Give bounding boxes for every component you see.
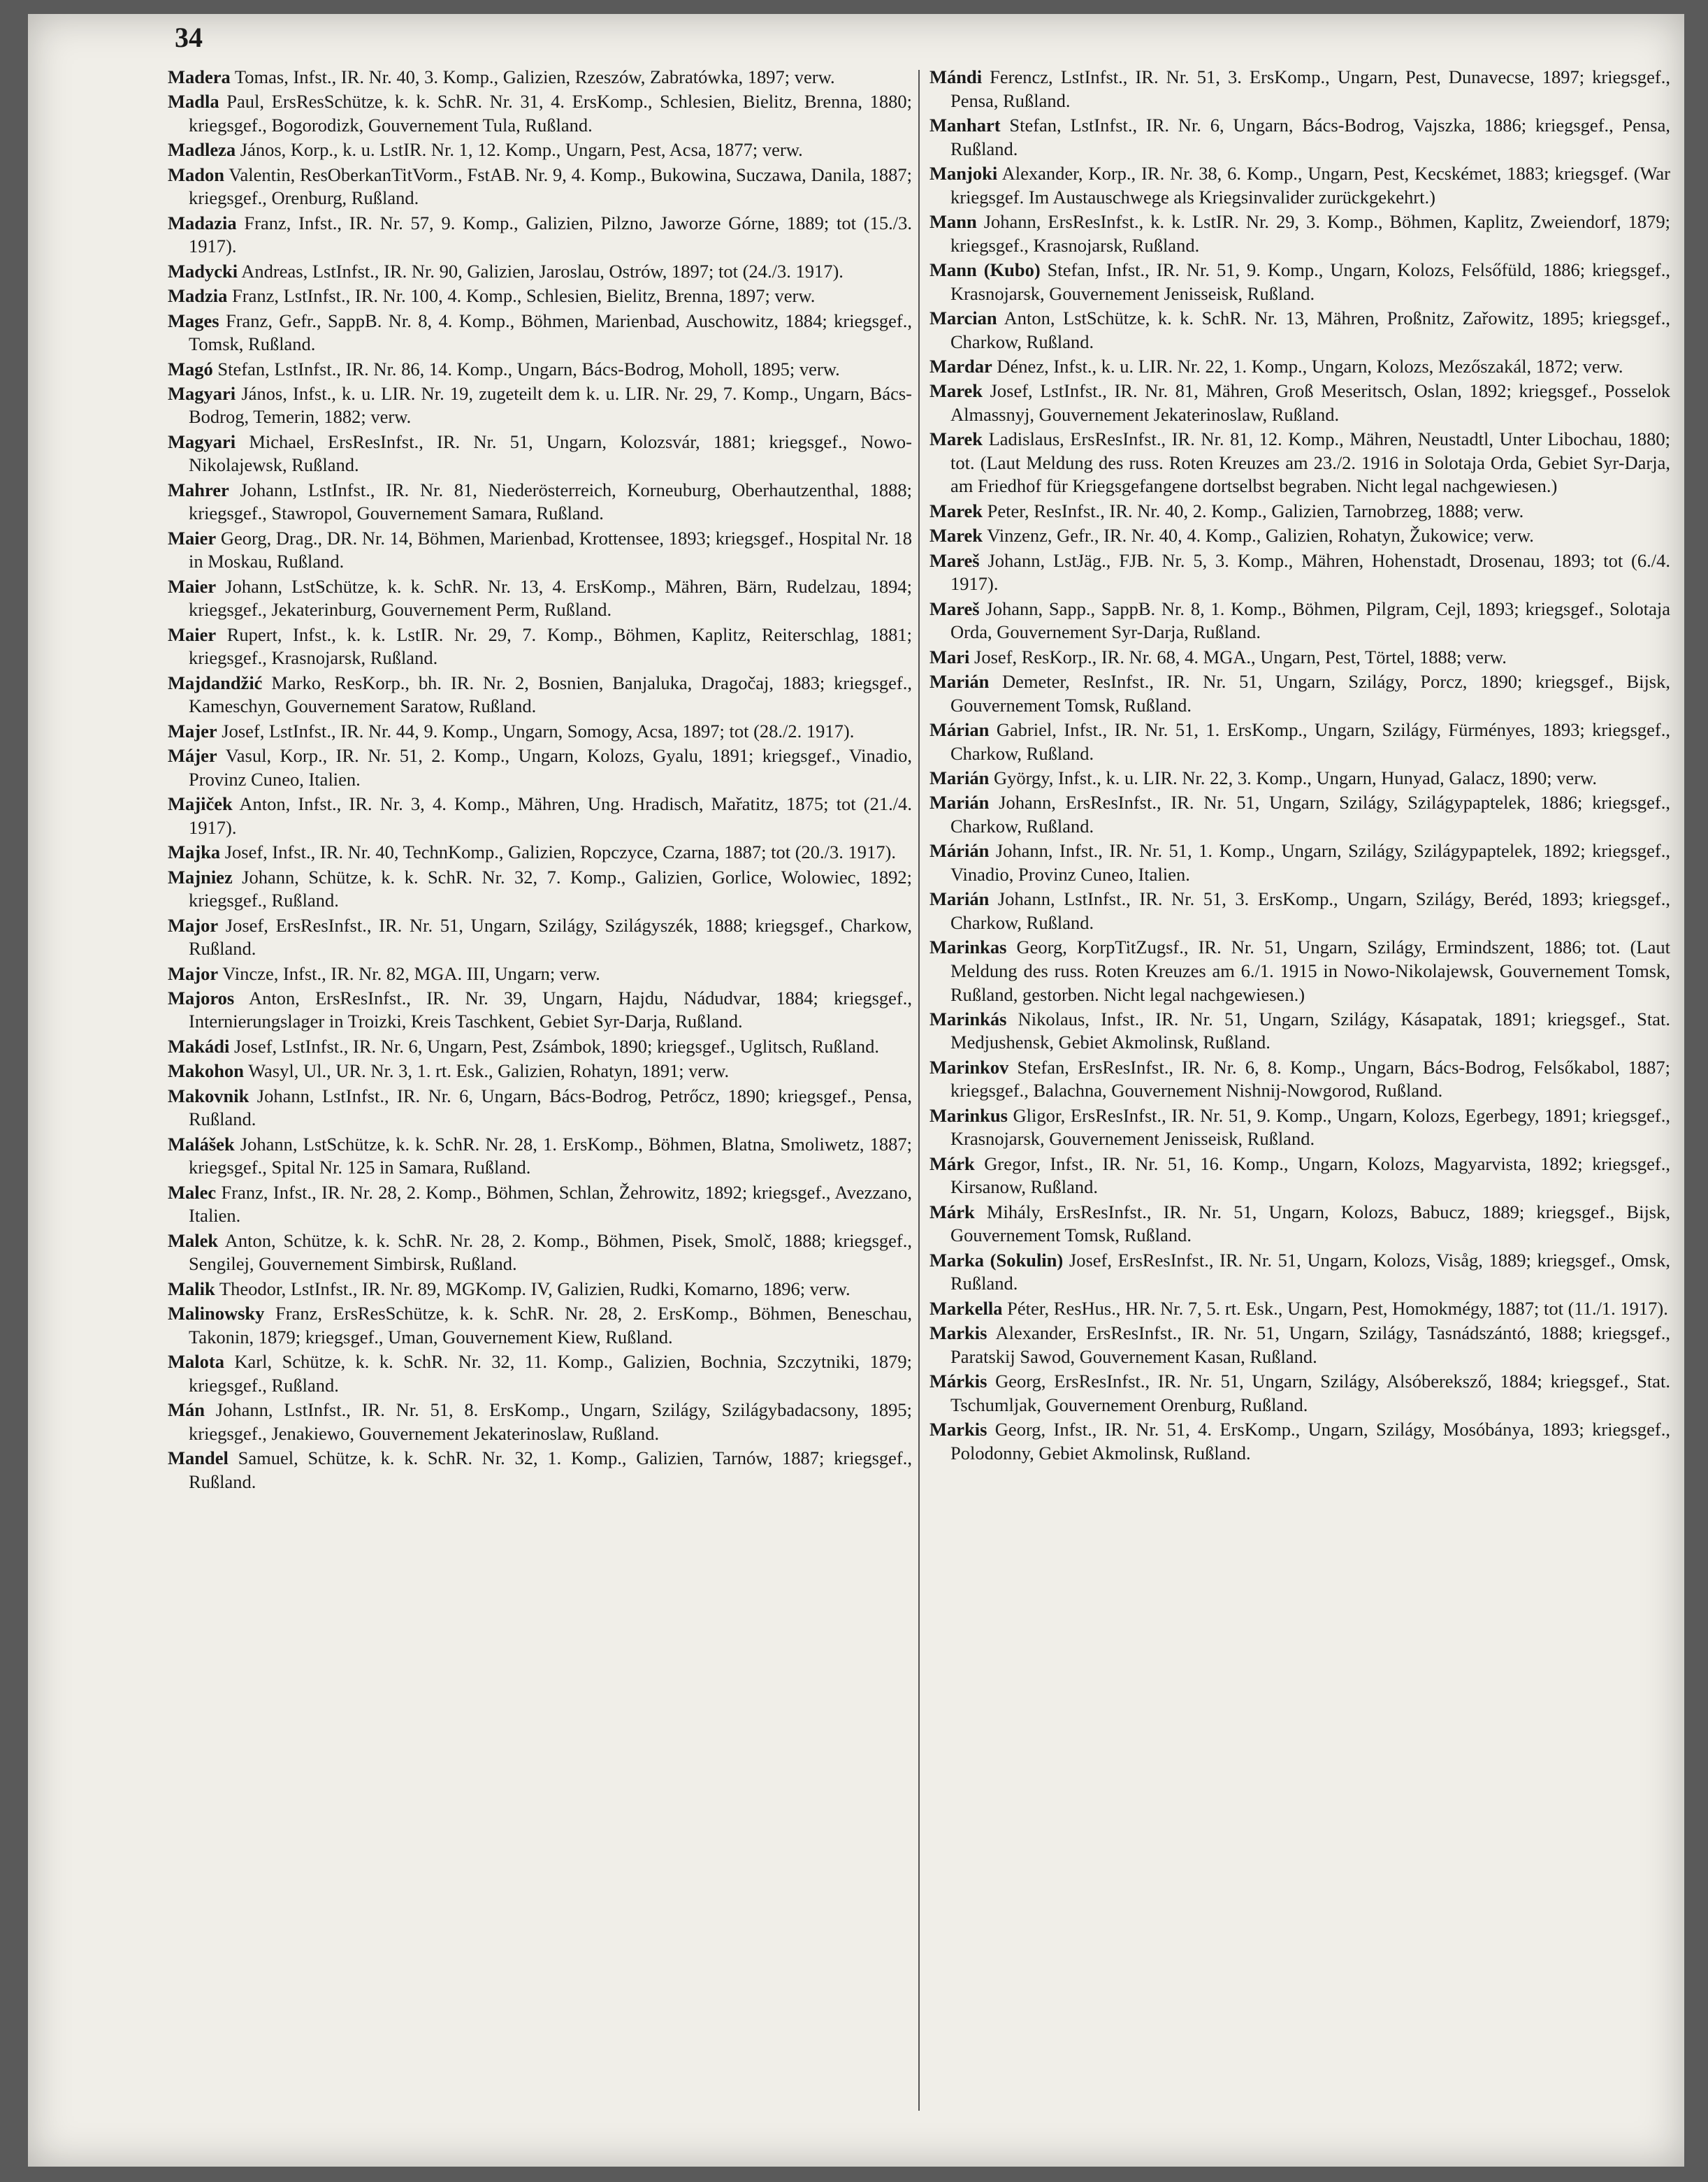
register-entry xyxy=(168,1060,912,1083)
entry-details: Marko, ResKorp., bh. IR. Nr. 2, Bosnien, Banjaluka, Dragočaj, 1883; kriegsgef., Kameschyn, Gouvernement Saratow, Rußland. xyxy=(189,672,912,717)
entry-surname: Maier xyxy=(168,575,217,597)
register-entry xyxy=(929,307,1670,354)
entry-details: Stefan, ErsResInfst., IR. Nr. 6, 8. Komp., Ungarn, Bács-Bodrog, Felsőkabol, 1887; kriegsgef., Balachna, Gouvernement Nishnij-Nowgorod, Rußland. xyxy=(950,1056,1670,1101)
entry-surname: Makohon xyxy=(168,1060,244,1082)
register-entry xyxy=(168,1350,912,1397)
entry-surname: Májer xyxy=(168,745,217,767)
entry-details: Alexander, Korp., IR. Nr. 38, 6. Komp., Ungarn, Pest, Kecskémet, 1883; kriegsgef. (War kriegsgef. Im Austauschwege als Kriegsinvalider zurückgekehrt.) xyxy=(950,162,1670,208)
entry-surname: Márk xyxy=(929,1201,975,1222)
entry-details: Mihály, ErsResInfst., IR. Nr. 51, Ungarn, Kolozs, Babucz, 1889; kriegsgef., Bijsk, Gouvernement Tomsk, Rußland. xyxy=(950,1201,1670,1246)
entry-surname: Mareš xyxy=(929,598,980,619)
entry-details: János, Infst., k. u. LIR. Nr. 19, zugeteilt dem k. u. LIR. Nr. 29, 7. Komp., Ungarn, Bács-Bodrog, Temerin, 1882; verw. xyxy=(189,382,912,428)
entry-details: Valentin, ResOberkanTitVorm., FstAB. Nr. 9, 4. Komp., Bukowina, Suczawa, Danila, 1887; kriegsgef., Orenburg, Rußland. xyxy=(189,164,912,209)
entry-surname: Mareš xyxy=(929,549,980,571)
register-entry xyxy=(929,598,1670,644)
entry-details: Johann, LstInfst., IR. Nr. 51, 3. ErsKomp., Ungarn, Szilágy, Beréd, 1893; kriegsgef., Charkow, Rußland. xyxy=(950,888,1670,933)
entry-details: Peter, ResInfst., IR. Nr. 40, 2. Komp., Galizien, Tarnobrzeg, 1888; verw. xyxy=(983,500,1524,521)
entry-details: Josef, LstInfst., IR. Nr. 81, Mähren, Groß Meseritsch, Oslan, 1892; kriegsgef., Posselok Almassnyj, Gouvernement Jekaterinoslaw, Rußland. xyxy=(950,380,1670,425)
entry-surname: Markis xyxy=(929,1419,987,1440)
entry-surname: Major xyxy=(168,962,219,984)
entry-details: Andreas, LstInfst., IR. Nr. 90, Galizien, Jaroslau, Ostrów, 1897; tot (24./3. 1917). xyxy=(238,260,844,282)
entry-details: Johann, Infst., IR. Nr. 51, 1. Komp., Ungarn, Szilágy, Szilágypaptelek, 1892; kriegsgef., Vinadio, Provinz Cuneo, Italien. xyxy=(950,840,1670,885)
entry-details: Johann, ErsResInfst., k. k. LstIR. Nr. 29, 3. Komp., Böhmen, Kaplitz, Zweiendorf, 1879; kriegsgef., Krasnojarsk, Rußland. xyxy=(950,210,1670,256)
entry-surname: Malota xyxy=(168,1350,224,1372)
register-entry xyxy=(929,428,1670,498)
column-divider xyxy=(918,70,920,2111)
register-entry xyxy=(168,1399,912,1445)
entry-surname: Madon xyxy=(168,164,224,185)
entry-surname: Mahrer xyxy=(168,479,229,500)
entry-details: Johann, Sapp., SappB. Nr. 8, 1. Komp., Böhmen, Pilgram, Cejl, 1893; kriegsgef., Solotaja Orda, Gouvernement Syr-Darja, Rußland. xyxy=(950,598,1670,643)
register-entry xyxy=(168,720,912,744)
register-entry xyxy=(168,527,912,574)
entry-surname: Madera xyxy=(168,66,231,87)
register-entry xyxy=(168,623,912,670)
register-entry xyxy=(929,1008,1670,1055)
entry-surname: Márk xyxy=(929,1153,975,1174)
register-entry xyxy=(168,310,912,356)
entry-surname: Markella xyxy=(929,1297,1003,1319)
entry-details: Anton, Schütze, k. k. SchR. Nr. 28, 2. Komp., Böhmen, Pisek, Smolč, 1888; kriegsgef., Sengilej, Gouvernement Simbirsk, Rußland. xyxy=(189,1229,912,1275)
entry-surname: Marka (Sokulin) xyxy=(929,1249,1064,1271)
page-number: 34 xyxy=(175,22,203,53)
register-entry xyxy=(929,259,1670,305)
entry-details: Gregor, Infst., IR. Nr. 51, 16. Komp., Ungarn, Kolozs, Magyarvista, 1892; kriegsgef., Kirsanow, Rußland. xyxy=(950,1153,1670,1198)
entry-surname: Mages xyxy=(168,310,219,331)
entry-surname: Malik xyxy=(168,1278,215,1299)
register-entry xyxy=(168,575,912,622)
entry-surname: Mari xyxy=(929,646,970,667)
entry-details: Gligor, ErsResInfst., IR. Nr. 51, 9. Komp., Ungarn, Kolozs, Egerbegy, 1891; kriegsgef., Krasnojarsk, Gouvernement Jenisseisk, Rußland. xyxy=(950,1104,1670,1150)
entry-details: Theodor, LstInfst., IR. Nr. 89, MGKomp. IV, Galizien, Rudki, Komarno, 1896; verw. xyxy=(215,1278,851,1299)
entry-surname: Marek xyxy=(929,500,983,521)
entry-surname: Magyari xyxy=(168,431,236,452)
register-entry xyxy=(929,1370,1670,1417)
register-entry xyxy=(929,936,1670,1006)
entry-details: Michael, ErsResInfst., IR. Nr. 51, Ungarn, Kolozsvár, 1881; kriegsgef., Nowo-Nikolajewsk, Rußland. xyxy=(189,431,912,476)
register-entry xyxy=(168,66,912,89)
register-entry xyxy=(168,793,912,839)
register-entry xyxy=(168,866,912,913)
entry-details: Stefan, Infst., IR. Nr. 51, 9. Komp., Ungarn, Kolozs, Felsőfüld, 1886; kriegsgef., Krasnojarsk, Gouvernement Jenisseisk, Rußland. xyxy=(950,259,1670,304)
register-entry xyxy=(168,138,912,162)
register-entry xyxy=(929,1297,1670,1321)
entry-details: Demeter, ResInfst., IR. Nr. 51, Ungarn, Szilágy, Porcz, 1890; kriegsgef., Bijsk, Gouvernement Tomsk, Rußland. xyxy=(950,671,1670,716)
entry-surname: Mardar xyxy=(929,355,992,377)
entry-surname: Mann xyxy=(929,210,977,232)
entry-details: Vincze, Infst., IR. Nr. 82, MGA. III, Ungarn; verw. xyxy=(218,962,600,984)
entry-surname: Marcian xyxy=(929,307,997,328)
register-entry xyxy=(929,718,1670,765)
entry-surname: Makovnik xyxy=(168,1085,249,1106)
entry-surname: Marinkas xyxy=(929,937,1007,958)
entry-surname: Majka xyxy=(168,841,221,863)
entry-surname: Marinkov xyxy=(929,1056,1009,1078)
register-entry xyxy=(929,210,1670,257)
register-entry xyxy=(168,1302,912,1349)
entry-surname: Markis xyxy=(929,1322,987,1344)
entry-details: Johann, ErsResInfst., IR. Nr. 51, Ungarn, Szilágy, Szilágypaptelek, 1886; kriegsgef., Charkow, Rußland. xyxy=(950,792,1670,837)
entry-details: Vinzenz, Gefr., IR. Nr. 40, 4. Komp., Galizien, Rohatyn, Žukowice; verw. xyxy=(983,525,1534,547)
entry-details: Anton, ErsResInfst., IR. Nr. 39, Ungarn, Hajdu, Nádudvar, 1884; kriegsgef., Internierungslager in Troizki, Kreis Taschkent, Gebiet Syr-Darja, Rußland. xyxy=(189,987,912,1032)
register-entry xyxy=(929,670,1670,717)
register-entry xyxy=(929,1322,1670,1368)
entry-details: Johann, LstSchütze, k. k. SchR. Nr. 28, 1. ErsKomp., Böhmen, Blatna, Smoliwetz, 1887; kriegsgef., Spital Nr. 125 in Samara, Rußland. xyxy=(189,1133,912,1178)
register-entry xyxy=(168,479,912,526)
entry-surname: Malinowsky xyxy=(168,1302,265,1324)
register-entry xyxy=(929,500,1670,523)
entry-details: Franz, Infst., IR. Nr. 28, 2. Komp., Böhmen, Schlan, Žehrowitz, 1892; kriegsgef., Avezzano, Italien. xyxy=(189,1181,912,1227)
entry-surname: Madazia xyxy=(168,212,237,233)
entry-details: Josef, LstInfst., IR. Nr. 6, Ungarn, Pest, Zsámbok, 1890; kriegsgef., Uglitsch, Rußland. xyxy=(229,1035,879,1057)
entry-surname: Madla xyxy=(168,91,219,113)
register-entry xyxy=(168,358,912,382)
register-entry xyxy=(168,914,912,961)
document-page xyxy=(28,14,1684,2167)
entry-details: Wasyl, Ul., UR. Nr. 3, 1. rt. Esk., Galizien, Rohatyn, 1891; verw. xyxy=(243,1060,730,1082)
entry-surname: Majiček xyxy=(168,793,233,815)
entry-details: Samuel, Schütze, k. k. SchR. Nr. 32, 1. Komp., Galizien, Tarnów, 1887; kriegsgef., Rußland. xyxy=(189,1447,912,1492)
register-entry xyxy=(168,90,912,137)
register-entry xyxy=(168,744,912,791)
register-entry xyxy=(168,164,912,210)
entry-surname: Malec xyxy=(168,1181,217,1203)
entry-details: Tomas, Infst., IR. Nr. 40, 3. Komp., Galizien, Rzeszów, Zabratówka, 1897; verw. xyxy=(230,66,835,87)
entry-surname: Marek xyxy=(929,428,983,450)
register-entry xyxy=(929,646,1670,670)
register-entry xyxy=(929,791,1670,838)
register-entry xyxy=(168,841,912,865)
entry-details: Rupert, Infst., k. k. LstIR. Nr. 29, 7. Komp., Böhmen, Kaplitz, Reiterschlag, 1881; kriegsgef., Krasnojarsk, Rußland. xyxy=(189,623,912,669)
entry-details: Josef, Infst., IR. Nr. 40, TechnKomp., Galizien, Ropczyce, Czarna, 1887; tot (20./3. 1917). xyxy=(220,841,896,863)
entry-surname: Majniez xyxy=(168,866,233,888)
entry-details: Paul, ErsResSchütze, k. k. SchR. Nr. 31, 4. ErsKomp., Schlesien, Bielitz, Brenna, 1880; kriegsgef., Bogorodizk, Gouvernement Tula, Rußland. xyxy=(189,91,912,136)
entry-details: Johann, LstSchütze, k. k. SchR. Nr. 13, 4. ErsKomp., Mähren, Bärn, Rudelzau, 1894; kriegsgef., Jekaterinburg, Gouvernement Perm, Rußland. xyxy=(189,575,912,621)
entry-details: Ferencz, LstInfst., IR. Nr. 51, 3. ErsKomp., Ungarn, Pest, Dunavecse, 1897; kriegsgef., Pensa, Rußland. xyxy=(950,66,1670,111)
entry-details: Franz, ErsResSchütze, k. k. SchR. Nr. 28, 2. ErsKomp., Böhmen, Beneschau, Takonin, 1879; kriegsgef., Uman, Gouvernement Kiew, Rußland. xyxy=(189,1302,912,1348)
register-entry xyxy=(168,382,912,429)
entry-surname: Márián xyxy=(929,840,990,862)
entry-surname: Major xyxy=(168,914,219,936)
entry-surname: Majoros xyxy=(168,987,235,1009)
entry-details: Anton, Infst., IR. Nr. 3, 4. Komp., Mähren, Ung. Hradisch, Mařatitz, 1875; tot (21./4. 1917). xyxy=(189,793,912,838)
register-entry xyxy=(929,355,1670,379)
entry-surname: Marián xyxy=(929,888,990,910)
entry-details: Georg, ErsResInfst., IR. Nr. 51, Ungarn, Szilágy, Alsóbereksző, 1884; kriegsgef., Stat. Tschumljak, Gouvernement Orenburg, Rußland. xyxy=(950,1371,1670,1415)
entry-surname: Mandel xyxy=(168,1447,229,1468)
register-entry xyxy=(168,1133,912,1180)
register-entry xyxy=(168,212,912,259)
register-entry xyxy=(929,1056,1670,1103)
entry-details: Alexander, ErsResInfst., IR. Nr. 51, Ungarn, Szilágy, Tasnádszántó, 1888; kriegsgef., Paratskij Sawod, Gouvernement Kasan, Rußland. xyxy=(950,1322,1670,1367)
entry-details: Josef, ResKorp., IR. Nr. 68, 4. MGA., Ungarn, Pest, Törtel, 1888; verw. xyxy=(969,646,1507,667)
entry-surname: Maier xyxy=(168,623,217,645)
register-entry xyxy=(168,1035,912,1059)
entry-surname: Márkis xyxy=(929,1371,987,1392)
register-entry xyxy=(929,66,1670,113)
entry-details: Stefan, LstInfst., IR. Nr. 86, 14. Komp., Ungarn, Bács-Bodrog, Moholl, 1895; verw. xyxy=(212,358,840,380)
entry-details: Josef, LstInfst., IR. Nr. 44, 9. Komp., Ungarn, Somogy, Acsa, 1897; tot (28./2. 1917). xyxy=(217,720,855,742)
entry-surname: Majer xyxy=(168,720,217,742)
entry-surname: Marinkás xyxy=(929,1008,1007,1029)
register-entry xyxy=(929,839,1670,886)
entry-surname: Márian xyxy=(929,718,990,740)
register-entry xyxy=(929,114,1670,161)
entry-surname: Mann (Kubo) xyxy=(929,259,1041,280)
register-entry xyxy=(929,1418,1670,1465)
register-entry xyxy=(168,431,912,477)
register-entry xyxy=(168,1447,912,1494)
right-column xyxy=(929,66,1670,1466)
entry-details: Stefan, LstInfst., IR. Nr. 6, Ungarn, Bács-Bodrog, Vajszka, 1886; kriegsgef., Pensa, Rußland. xyxy=(950,114,1670,159)
entry-surname: Mán xyxy=(168,1399,205,1420)
register-entry xyxy=(168,284,912,308)
entry-details: Ladislaus, ErsResInfst., IR. Nr. 81, 12. Komp., Mähren, Neustadtl, Unter Libochau, 1880; tot. (Laut Meldung des russ. Roten Kreuzes am 23./2. 1916 in Solotaja Orda, Gebiet Syr-Darja, am Friedhof für Kriegsgefangene dortselbst begraben. Nicht legal nachgewiesen.) xyxy=(950,428,1670,497)
register-entry xyxy=(168,987,912,1034)
entry-details: Georg, Drag., DR. Nr. 14, Böhmen, Marienbad, Krottensee, 1893; kriegsgef., Hospital Nr. 18 in Moskau, Rußland. xyxy=(189,527,912,572)
entry-details: Franz, LstInfst., IR. Nr. 100, 4. Komp., Schlesien, Bielitz, Brenna, 1897; verw. xyxy=(227,285,816,307)
left-column xyxy=(168,66,912,1495)
register-entry xyxy=(168,1229,912,1276)
entry-surname: Marinkus xyxy=(929,1104,1008,1126)
entry-surname: Marián xyxy=(929,792,990,814)
register-entry xyxy=(929,888,1670,934)
entry-surname: Marián xyxy=(929,671,990,692)
entry-details: János, Korp., k. u. LstIR. Nr. 1, 12. Komp., Ungarn, Pest, Acsa, 1877; verw. xyxy=(236,139,803,161)
entry-details: Dénez, Infst., k. u. LIR. Nr. 22, 1. Komp., Ungarn, Kolozs, Mezőszakál, 1872; verw. xyxy=(992,355,1623,377)
entry-surname: Marek xyxy=(929,380,983,402)
entry-details: Gabriel, Infst., IR. Nr. 51, 1. ErsKomp., Ungarn, Szilágy, Fürményes, 1893; kriegsgef., Charkow, Rußland. xyxy=(950,718,1670,764)
entry-details: Anton, LstSchütze, k. k. SchR. Nr. 13, Mähren, Proßnitz, Zařowitz, 1895; kriegsgef., Charkow, Rußland. xyxy=(950,307,1670,352)
entry-details: György, Infst., k. u. LIR. Nr. 22, 3. Komp., Ungarn, Hunyad, Galacz, 1890; verw. xyxy=(989,767,1598,788)
entry-surname: Makádi xyxy=(168,1035,230,1057)
entry-details: Josef, ErsResInfst., IR. Nr. 51, Ungarn, Kolozs, Visåg, 1889; kriegsgef., Omsk, Rußland. xyxy=(950,1249,1670,1294)
entry-details: Franz, Gefr., SappB. Nr. 8, 4. Komp., Böhmen, Marienbad, Auschowitz, 1884; kriegsgef., Tomsk, Rußland. xyxy=(189,310,912,355)
entry-details: Johann, Schütze, k. k. SchR. Nr. 32, 7. Komp., Galizien, Gorlice, Wolowiec, 1892; kriegsgef., Rußland. xyxy=(189,866,912,911)
entry-surname: Majdandžić xyxy=(168,672,263,693)
register-entry xyxy=(168,1278,912,1301)
register-entry xyxy=(168,1085,912,1132)
entry-details: Vasul, Korp., IR. Nr. 51, 2. Komp., Ungarn, Kolozs, Gyalu, 1891; kriegsgef., Vinadio, Provinz Cuneo, Italien. xyxy=(189,745,912,790)
register-entry xyxy=(929,162,1670,209)
entry-surname: Manhart xyxy=(929,114,1001,136)
entry-details: Georg, KorpTitZugsf., IR. Nr. 51, Ungarn, Szilágy, Ermindszent, 1886; tot. (Laut Meldung des russ. Roten Kreuzes am 6./1. 1915 in Nowo-Nikolajewsk, Gouvernement Tomsk, Rußland, gestorben. Nicht legal nachgewiesen.) xyxy=(950,937,1670,1005)
register-entry xyxy=(929,549,1670,596)
register-entry xyxy=(168,1181,912,1228)
entry-surname: Marek xyxy=(929,525,983,547)
register-entry xyxy=(929,1153,1670,1199)
entry-surname: Mándi xyxy=(929,66,983,87)
entry-surname: Malek xyxy=(168,1229,219,1251)
entry-details: Johann, LstInfst., IR. Nr. 6, Ungarn, Bács-Bodrog, Petrőcz, 1890; kriegsgef., Pensa, Rußland. xyxy=(189,1085,912,1130)
entry-surname: Madleza xyxy=(168,139,236,161)
entry-details: Josef, ErsResInfst., IR. Nr. 51, Ungarn, Szilágy, Szilágyszék, 1888; kriegsgef., Charkow, Rußland. xyxy=(189,914,912,960)
entry-details: Franz, Infst., IR. Nr. 57, 9. Komp., Galizien, Pilzno, Jaworze Górne, 1889; tot (15./3. 1917). xyxy=(189,212,912,257)
register-entry xyxy=(929,1104,1670,1151)
register-entry xyxy=(168,962,912,986)
entry-surname: Marián xyxy=(929,767,990,788)
register-entry xyxy=(929,380,1670,426)
entry-details: Johann, LstInfst., IR. Nr. 51, 8. ErsKomp., Ungarn, Szilágy, Szilágybadacsony, 1895; kriegsgef., Jenakiewo, Gouvernement Jekaterinoslaw, Rußland. xyxy=(189,1399,912,1444)
entry-surname: Magyari xyxy=(168,382,236,404)
entry-details: Nikolaus, Infst., IR. Nr. 51, Ungarn, Szilágy, Kásapatak, 1891; kriegsgef., Stat. Medjushensk, Gebiet Akmolinsk, Rußland. xyxy=(950,1008,1670,1053)
register-entry xyxy=(168,672,912,718)
entry-details: Georg, Infst., IR. Nr. 51, 4. ErsKomp., Ungarn, Szilágy, Mosóbánya, 1893; kriegsgef., Polodonny, Gebiet Akmolinsk, Rußland. xyxy=(950,1419,1670,1464)
entry-details: Péter, ResHus., HR. Nr. 7, 5. rt. Esk., Ungarn, Pest, Homokmégy, 1887; tot (11./1. 1917). xyxy=(1002,1297,1668,1319)
entry-details: Johann, LstInfst., IR. Nr. 81, Niederösterreich, Korneuburg, Oberhautzenthal, 1888; kriegsgef., Stawropol, Gouvernement Samara, Rußland. xyxy=(189,479,912,524)
entry-details: Johann, LstJäg., FJB. Nr. 5, 3. Komp., Mähren, Hohenstadt, Drosenau, 1893; tot (6./4. 1917). xyxy=(950,549,1670,595)
entry-surname: Madzia xyxy=(168,285,228,307)
entry-surname: Madycki xyxy=(168,260,238,282)
register-entry xyxy=(929,1201,1670,1248)
register-entry xyxy=(929,767,1670,790)
entry-surname: Manjoki xyxy=(929,162,998,184)
register-entry xyxy=(929,524,1670,548)
register-entry xyxy=(168,260,912,284)
entry-surname: Malášek xyxy=(168,1133,235,1155)
entry-surname: Maier xyxy=(168,527,217,549)
register-entry xyxy=(929,1249,1670,1296)
entry-details: Karl, Schütze, k. k. SchR. Nr. 32, 11. Komp., Galizien, Bochnia, Szczytniki, 1879; kriegsgef., Rußland. xyxy=(189,1350,912,1396)
entry-surname: Magó xyxy=(168,358,213,380)
